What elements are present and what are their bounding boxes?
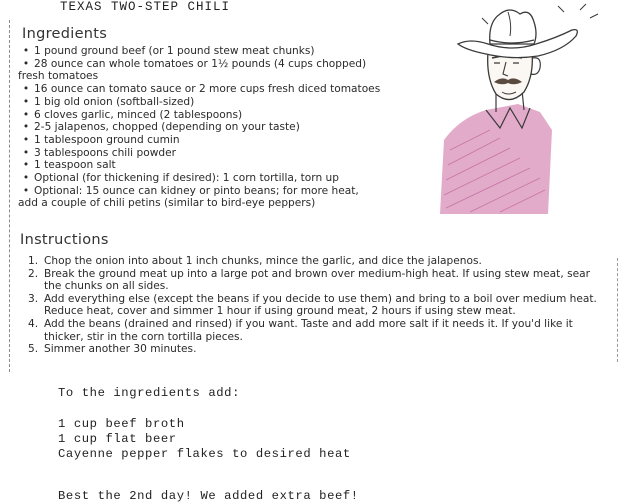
ingredient-text: 28 ounce can whole tomatoes or 1½ pounds (4 cups chopped) xyxy=(34,57,367,70)
list-item-continuation xyxy=(18,70,418,83)
step-text: Add the beans (drained and rinsed) if you want. Taste and add more salt if it needs it. If you'd like it thicker, stir in the corn tortilla pieces. xyxy=(44,317,573,343)
ingredient-text: 2-5 jalapenos, chopped (depending on your taste) xyxy=(34,121,300,134)
ingredients-heading: Ingredients xyxy=(22,26,108,42)
face-outline xyxy=(488,52,533,100)
bullet: • xyxy=(22,45,30,57)
step-text: Chop the onion into about 1 inch chunks, mince the garlic, and dice the jalapenos. xyxy=(44,255,482,267)
step-number: 5. xyxy=(28,343,39,356)
bullet: • xyxy=(22,121,30,134)
list-item xyxy=(18,185,418,198)
instructions-list xyxy=(28,255,603,356)
bullet: • xyxy=(22,184,30,197)
ingredient-text: add a couple of chili petins (similar to bird-eye peppers) xyxy=(18,197,316,210)
bullet: • xyxy=(22,133,30,146)
ingredient-text: 3 tablespoons chili powder xyxy=(34,146,176,159)
list-item xyxy=(28,255,603,268)
list-item xyxy=(18,58,418,71)
addition-item: 1 cup flat beer xyxy=(58,432,177,446)
ingredient-text: 1 tablespoon ground cumin xyxy=(34,133,180,146)
list-item xyxy=(18,96,418,109)
notes-closing: Best the 2nd day! We added extra beef! xyxy=(58,489,359,503)
list-item-continuation xyxy=(18,197,418,210)
left-border-dashes xyxy=(9,20,10,372)
bullet: • xyxy=(22,95,30,108)
list-item xyxy=(18,121,418,134)
list-item xyxy=(18,172,418,185)
hat-crown xyxy=(490,10,536,44)
list-item xyxy=(18,45,418,58)
shirt-shape xyxy=(440,104,552,214)
ingredient-text: 1 teaspoon salt xyxy=(34,159,116,172)
bullet: • xyxy=(22,83,30,96)
list-item xyxy=(18,159,418,172)
right-border-dashes xyxy=(617,258,618,362)
step-number: 2. xyxy=(28,267,39,280)
addition-item: 1 cup beef broth xyxy=(58,417,185,431)
ingredient-text: 16 ounce can tomato sauce or 2 more cups fresh diced tomatoes xyxy=(34,83,381,96)
cowboy-illustration xyxy=(430,0,630,215)
ingredient-text: Optional: 15 ounce can kidney or pinto beans; for more heat, xyxy=(34,184,359,197)
ingredient-text: 6 cloves garlic, minced (2 tablespoons) xyxy=(34,108,243,121)
bullet: • xyxy=(22,146,30,159)
ingredients-list xyxy=(18,45,418,210)
step-number: 4. xyxy=(28,317,39,330)
step-number: 1. xyxy=(28,255,39,267)
list-item xyxy=(28,318,603,343)
ingredient-text: Optional (for thickening if desired): 1 corn tortilla, torn up xyxy=(34,172,339,185)
list-item xyxy=(28,293,603,318)
bullet: • xyxy=(22,159,30,172)
instructions-heading: Instructions xyxy=(20,232,109,248)
addition-item: Cayenne pepper flakes to desired heat xyxy=(58,447,351,461)
bullet: • xyxy=(22,108,30,121)
step-number: 3. xyxy=(28,292,39,305)
list-item xyxy=(28,268,603,293)
ingredient-text: fresh tomatoes xyxy=(18,70,99,83)
notes-intro: To the ingredients add: xyxy=(58,386,241,400)
list-item xyxy=(18,83,418,96)
recipe-title: TEXAS TWO-STEP CHILI xyxy=(60,0,231,14)
list-item xyxy=(18,134,418,147)
ingredient-text: 1 big old onion (softball-sized) xyxy=(34,95,195,108)
list-item xyxy=(18,147,418,160)
bullet: • xyxy=(22,57,30,70)
step-text: Add everything else (except the beans if you decide to use them) and bring to a boil over medium heat. Reduce heat, cover and simmer 1 hour if using ground meat, 2 hours if using stew meat. xyxy=(44,292,597,318)
step-text: Simmer another 30 minutes. xyxy=(44,343,197,356)
list-item xyxy=(28,343,603,356)
step-text: Break the ground meat up into a large pot and brown over medium-high heat. If using stew meat, sear the chunks on all sides. xyxy=(44,267,590,293)
bullet: • xyxy=(22,172,30,185)
ingredient-text: 1 pound ground beef (or 1 pound stew meat chunks) xyxy=(34,45,315,57)
list-item xyxy=(18,109,418,122)
